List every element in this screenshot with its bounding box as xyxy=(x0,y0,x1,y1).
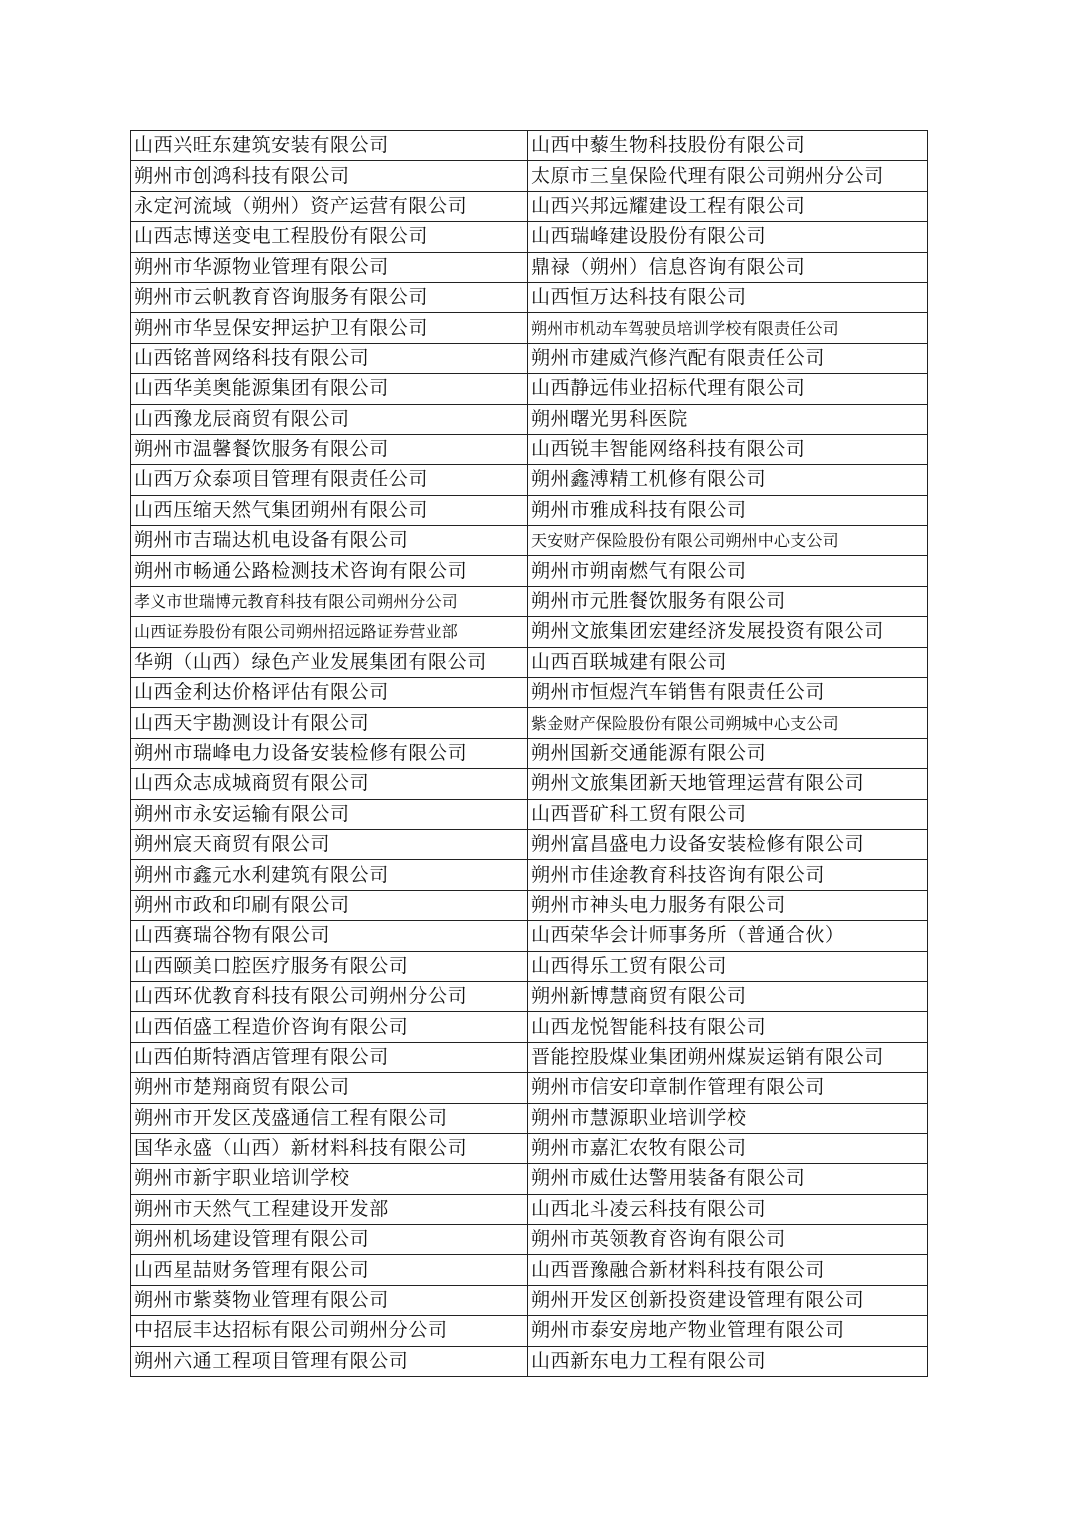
company-name-right: 山西瑞峰建设股份有限公司 xyxy=(528,222,928,252)
table-row xyxy=(131,465,928,495)
table-row xyxy=(131,131,928,161)
company-name-right: 朔州文旅集团宏建经济发展投资有限公司 xyxy=(528,617,928,647)
company-name-left: 朔州市畅通公路检测技术咨询有限公司 xyxy=(131,556,528,586)
company-name-left: 山西佰盛工程造价咨询有限公司 xyxy=(131,1012,528,1042)
company-name-right: 山西新东电力工程有限公司 xyxy=(528,1346,928,1376)
table-row xyxy=(131,495,928,525)
table-row xyxy=(131,890,928,920)
company-name-left: 山西星喆财务管理有限公司 xyxy=(131,1255,528,1285)
company-name-left: 山西铭普网络科技有限公司 xyxy=(131,343,528,373)
company-name-right: 朔州曙光男科医院 xyxy=(528,404,928,434)
table-row xyxy=(131,1255,928,1285)
company-name-left: 山西豫龙辰商贸有限公司 xyxy=(131,404,528,434)
company-name-left: 山西赛瑞谷物有限公司 xyxy=(131,921,528,951)
company-name-right: 朔州市恒煜汽车销售有限责任公司 xyxy=(528,678,928,708)
table-row xyxy=(131,1012,928,1042)
company-name-left: 孝义市世瑞博元教育科技有限公司朔州分公司 xyxy=(131,586,528,616)
company-list-table xyxy=(130,130,928,1377)
table-row xyxy=(131,374,928,404)
company-name-left: 山西志博送变电工程股份有限公司 xyxy=(131,222,528,252)
company-name-left: 朔州市华昱保安押运护卫有限公司 xyxy=(131,313,528,343)
table-row xyxy=(131,678,928,708)
company-name-left: 国华永盛（山西）新材料科技有限公司 xyxy=(131,1133,528,1163)
company-name-right: 紫金财产保险股份有限公司朔城中心支公司 xyxy=(528,708,928,738)
company-name-right: 朔州市慧源职业培训学校 xyxy=(528,1103,928,1133)
table-row xyxy=(131,738,928,768)
company-name-left: 朔州市华源物业管理有限公司 xyxy=(131,252,528,282)
company-name-right: 山西恒万达科技有限公司 xyxy=(528,282,928,312)
table-row xyxy=(131,860,928,890)
table-row xyxy=(131,1346,928,1376)
company-name-left: 山西万众泰项目管理有限责任公司 xyxy=(131,465,528,495)
table-row xyxy=(131,222,928,252)
table-row xyxy=(131,252,928,282)
company-list-body xyxy=(131,131,928,1377)
company-name-right: 鼎禄（朔州）信息咨询有限公司 xyxy=(528,252,928,282)
table-row xyxy=(131,556,928,586)
company-name-right: 山西晋矿科工贸有限公司 xyxy=(528,799,928,829)
company-name-right: 朔州市朔南燃气有限公司 xyxy=(528,556,928,586)
company-name-left: 山西天宇勘测设计有限公司 xyxy=(131,708,528,738)
company-name-left: 朔州市天然气工程建设开发部 xyxy=(131,1194,528,1224)
table-row xyxy=(131,1194,928,1224)
company-name-left: 山西环优教育科技有限公司朔州分公司 xyxy=(131,981,528,1011)
table-row xyxy=(131,708,928,738)
table-row xyxy=(131,404,928,434)
company-name-right: 天安财产保险股份有限公司朔州中心支公司 xyxy=(528,526,928,556)
company-name-right: 朔州鑫溥精工机修有限公司 xyxy=(528,465,928,495)
company-name-right: 朔州开发区创新投资建设管理有限公司 xyxy=(528,1285,928,1315)
company-name-left: 朔州市紫葵物业管理有限公司 xyxy=(131,1285,528,1315)
company-name-left: 山西华美奥能源集团有限公司 xyxy=(131,374,528,404)
company-name-left: 朔州六通工程项目管理有限公司 xyxy=(131,1346,528,1376)
company-name-right: 山西荣华会计师事务所（普通合伙） xyxy=(528,921,928,951)
company-name-right: 朔州市机动车驾驶员培训学校有限责任公司 xyxy=(528,313,928,343)
company-name-right: 山西得乐工贸有限公司 xyxy=(528,951,928,981)
company-name-left: 山西金利达价格评估有限公司 xyxy=(131,678,528,708)
table-row xyxy=(131,191,928,221)
company-name-left: 朔州市吉瑞达机电设备有限公司 xyxy=(131,526,528,556)
company-name-right: 山西兴邦远耀建设工程有限公司 xyxy=(528,191,928,221)
company-name-left: 朔州市楚翔商贸有限公司 xyxy=(131,1073,528,1103)
table-row xyxy=(131,799,928,829)
company-name-right: 朔州市建威汽修汽配有限责任公司 xyxy=(528,343,928,373)
company-name-left: 山西兴旺东建筑安装有限公司 xyxy=(131,131,528,161)
company-name-right: 朔州市元胜餐饮服务有限公司 xyxy=(528,586,928,616)
table-row xyxy=(131,951,928,981)
table-row xyxy=(131,1042,928,1072)
company-name-right: 朔州富昌盛电力设备安装检修有限公司 xyxy=(528,829,928,859)
table-row xyxy=(131,343,928,373)
company-name-right: 山西静远伟业招标代理有限公司 xyxy=(528,374,928,404)
company-name-right: 朔州市佳途教育科技咨询有限公司 xyxy=(528,860,928,890)
table-row xyxy=(131,161,928,191)
company-name-right: 朔州市神头电力服务有限公司 xyxy=(528,890,928,920)
company-name-right: 朔州市英领教育咨询有限公司 xyxy=(528,1225,928,1255)
company-name-right: 晋能控股煤业集团朔州煤炭运销有限公司 xyxy=(528,1042,928,1072)
company-name-left: 山西伯斯特酒店管理有限公司 xyxy=(131,1042,528,1072)
company-name-left: 朔州市开发区茂盛通信工程有限公司 xyxy=(131,1103,528,1133)
table-row xyxy=(131,434,928,464)
company-name-left: 朔州市瑞峰电力设备安装检修有限公司 xyxy=(131,738,528,768)
company-name-left: 朔州市鑫元水利建筑有限公司 xyxy=(131,860,528,890)
table-row xyxy=(131,526,928,556)
company-name-right: 山西百联城建有限公司 xyxy=(528,647,928,677)
table-row xyxy=(131,981,928,1011)
company-name-left: 山西众志成城商贸有限公司 xyxy=(131,769,528,799)
company-name-left: 朔州市温馨餐饮服务有限公司 xyxy=(131,434,528,464)
company-name-right: 山西龙悦智能科技有限公司 xyxy=(528,1012,928,1042)
company-name-right: 朔州市威仕达警用装备有限公司 xyxy=(528,1164,928,1194)
company-name-right: 太原市三皇保险代理有限公司朔州分公司 xyxy=(528,161,928,191)
table-row xyxy=(131,829,928,859)
table-row xyxy=(131,1225,928,1255)
company-name-right: 山西中藜生物科技股份有限公司 xyxy=(528,131,928,161)
company-name-left: 山西颐美口腔医疗服务有限公司 xyxy=(131,951,528,981)
table-row xyxy=(131,1164,928,1194)
company-name-right: 山西锐丰智能网络科技有限公司 xyxy=(528,434,928,464)
company-name-left: 朔州市政和印刷有限公司 xyxy=(131,890,528,920)
table-row xyxy=(131,1133,928,1163)
table-row xyxy=(131,1316,928,1346)
company-name-left: 朔州宸天商贸有限公司 xyxy=(131,829,528,859)
table-row xyxy=(131,1285,928,1315)
table-row xyxy=(131,617,928,647)
company-name-right: 朔州市雅成科技有限公司 xyxy=(528,495,928,525)
company-name-left: 朔州市云帆教育咨询服务有限公司 xyxy=(131,282,528,312)
company-name-left: 华朔（山西）绿色产业发展集团有限公司 xyxy=(131,647,528,677)
table-row xyxy=(131,647,928,677)
table-row xyxy=(131,1073,928,1103)
company-name-left: 朔州市永安运输有限公司 xyxy=(131,799,528,829)
company-name-right: 山西晋豫融合新材料科技有限公司 xyxy=(528,1255,928,1285)
company-name-left: 山西证券股份有限公司朔州招远路证券营业部 xyxy=(131,617,528,647)
company-name-right: 朔州国新交通能源有限公司 xyxy=(528,738,928,768)
table-row xyxy=(131,921,928,951)
table-row xyxy=(131,282,928,312)
company-name-right: 朔州市泰安房地产物业管理有限公司 xyxy=(528,1316,928,1346)
company-name-right: 朔州新博慧商贸有限公司 xyxy=(528,981,928,1011)
company-name-left: 永定河流域（朔州）资产运营有限公司 xyxy=(131,191,528,221)
table-row xyxy=(131,586,928,616)
company-name-right: 朔州市信安印章制作管理有限公司 xyxy=(528,1073,928,1103)
table-row xyxy=(131,313,928,343)
company-name-right: 朔州市嘉汇农牧有限公司 xyxy=(528,1133,928,1163)
company-name-left: 朔州市创鸿科技有限公司 xyxy=(131,161,528,191)
company-name-left: 山西压缩天然气集团朔州有限公司 xyxy=(131,495,528,525)
company-name-left: 朔州市新宇职业培训学校 xyxy=(131,1164,528,1194)
company-name-right: 朔州文旅集团新天地管理运营有限公司 xyxy=(528,769,928,799)
table-row xyxy=(131,769,928,799)
company-name-right: 山西北斗凌云科技有限公司 xyxy=(528,1194,928,1224)
company-name-left: 中招辰丰达招标有限公司朔州分公司 xyxy=(131,1316,528,1346)
company-name-left: 朔州机场建设管理有限公司 xyxy=(131,1225,528,1255)
table-row xyxy=(131,1103,928,1133)
